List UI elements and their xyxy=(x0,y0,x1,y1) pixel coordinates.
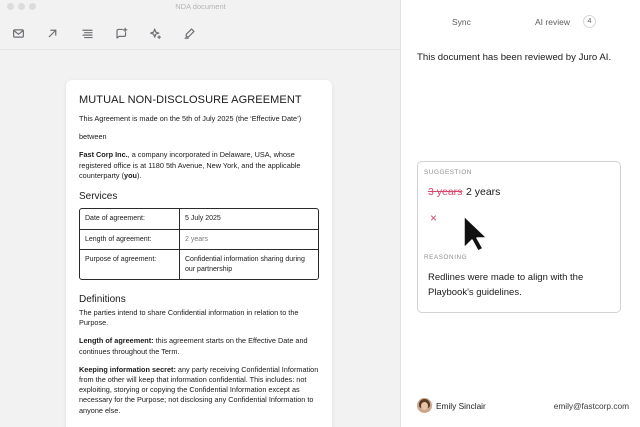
user-footer xyxy=(417,396,629,416)
secret-label: Keeping information secret: xyxy=(79,364,176,374)
mail-button[interactable] xyxy=(6,22,30,44)
sparkle-icon xyxy=(149,27,162,40)
mail-icon xyxy=(12,27,25,40)
table-row xyxy=(80,209,318,230)
table-row xyxy=(80,230,318,251)
length-label: Length of agreement: xyxy=(79,336,154,346)
services-table xyxy=(79,208,319,280)
user-name: Emily Sinclair xyxy=(436,401,486,411)
reasoning-text: Redlines were made to align with the Playbook's guidelines. xyxy=(428,272,584,298)
arrow-up-right-icon xyxy=(46,27,59,40)
comment-add-icon xyxy=(115,27,128,40)
align-text-button[interactable] xyxy=(75,22,99,44)
align-text-icon xyxy=(81,27,94,40)
toolbar-divider xyxy=(0,49,401,50)
secret-paragraph xyxy=(79,365,319,416)
definitions-heading: Definitions xyxy=(79,294,126,306)
window-title: NDA document xyxy=(175,2,226,11)
party-name: Fast Corp Inc. xyxy=(79,150,128,160)
suggestion-old-value: 3 years xyxy=(428,186,463,198)
reject-suggestion-button[interactable]: × xyxy=(430,211,438,225)
review-panel xyxy=(401,0,640,427)
services-heading: Services xyxy=(79,191,118,203)
tab-sync[interactable]: Sync xyxy=(452,17,471,27)
signature-button[interactable] xyxy=(177,22,201,44)
party-desc-1: , a company incorporated in Delaware, USA, whose registered office is at 1180 5th Avenue, New York, and the applicable counterparty ( xyxy=(79,150,301,180)
share-button[interactable] xyxy=(40,22,64,44)
party-you: you xyxy=(124,170,138,180)
tab-ai-review[interactable]: AI review xyxy=(535,17,570,27)
mouse-pointer-icon xyxy=(462,214,488,252)
suggestion-label: SUGGESTION xyxy=(424,169,472,176)
user-email: emily@fastcorp.com xyxy=(553,401,629,411)
party-paragraph xyxy=(79,150,319,181)
suggestion-card xyxy=(417,161,621,313)
secret-text: any party receiving Confidential Information from the other will keep that information confidential. This includes: not exploiting, storying or copying the Confidential Information except as necessary for the Purpose; not disclosing any Confidential Information to anyone else. xyxy=(79,364,319,415)
document-title: MUTUAL NON-DISCLOSURE AGREEMENT xyxy=(79,94,302,106)
editor-toolbar xyxy=(0,18,401,48)
table-value[interactable]: 5 July 2025 xyxy=(180,209,318,230)
table-row xyxy=(80,250,318,279)
party-desc-2: ). xyxy=(137,170,142,180)
table-value-redlined[interactable]: 2 years xyxy=(180,230,318,251)
signature-icon xyxy=(183,27,196,40)
suggestion-new-value: 2 years xyxy=(466,186,501,198)
table-value[interactable]: Confidential information sharing during our partnership xyxy=(185,256,305,273)
review-status-text: This document has been reviewed by Juro AI. xyxy=(417,52,612,63)
length-text: this agreement starts on the Effective Date and continues throughout the Term. xyxy=(79,336,308,356)
table-key: Purpose of agreement: xyxy=(80,250,180,279)
avatar[interactable] xyxy=(417,398,432,413)
document-page[interactable] xyxy=(66,80,332,427)
add-comment-button[interactable] xyxy=(109,22,133,44)
reasoning-label: REASONING xyxy=(424,254,468,261)
between-text: between xyxy=(79,132,107,142)
definitions-intro: The parties intend to share Confidential information in relation to the Purpose. xyxy=(79,308,299,328)
window-titlebar xyxy=(0,0,401,14)
ai-review-count-badge: 4 xyxy=(583,15,596,28)
table-key: Length of agreement: xyxy=(80,230,180,251)
length-paragraph xyxy=(79,336,319,356)
agreement-intro: This Agreement is made on the 5th of July 2025 (the ‘Effective Date’) xyxy=(79,114,302,123)
table-key: Date of agreement: xyxy=(80,209,180,230)
ai-assist-button[interactable] xyxy=(143,22,167,44)
